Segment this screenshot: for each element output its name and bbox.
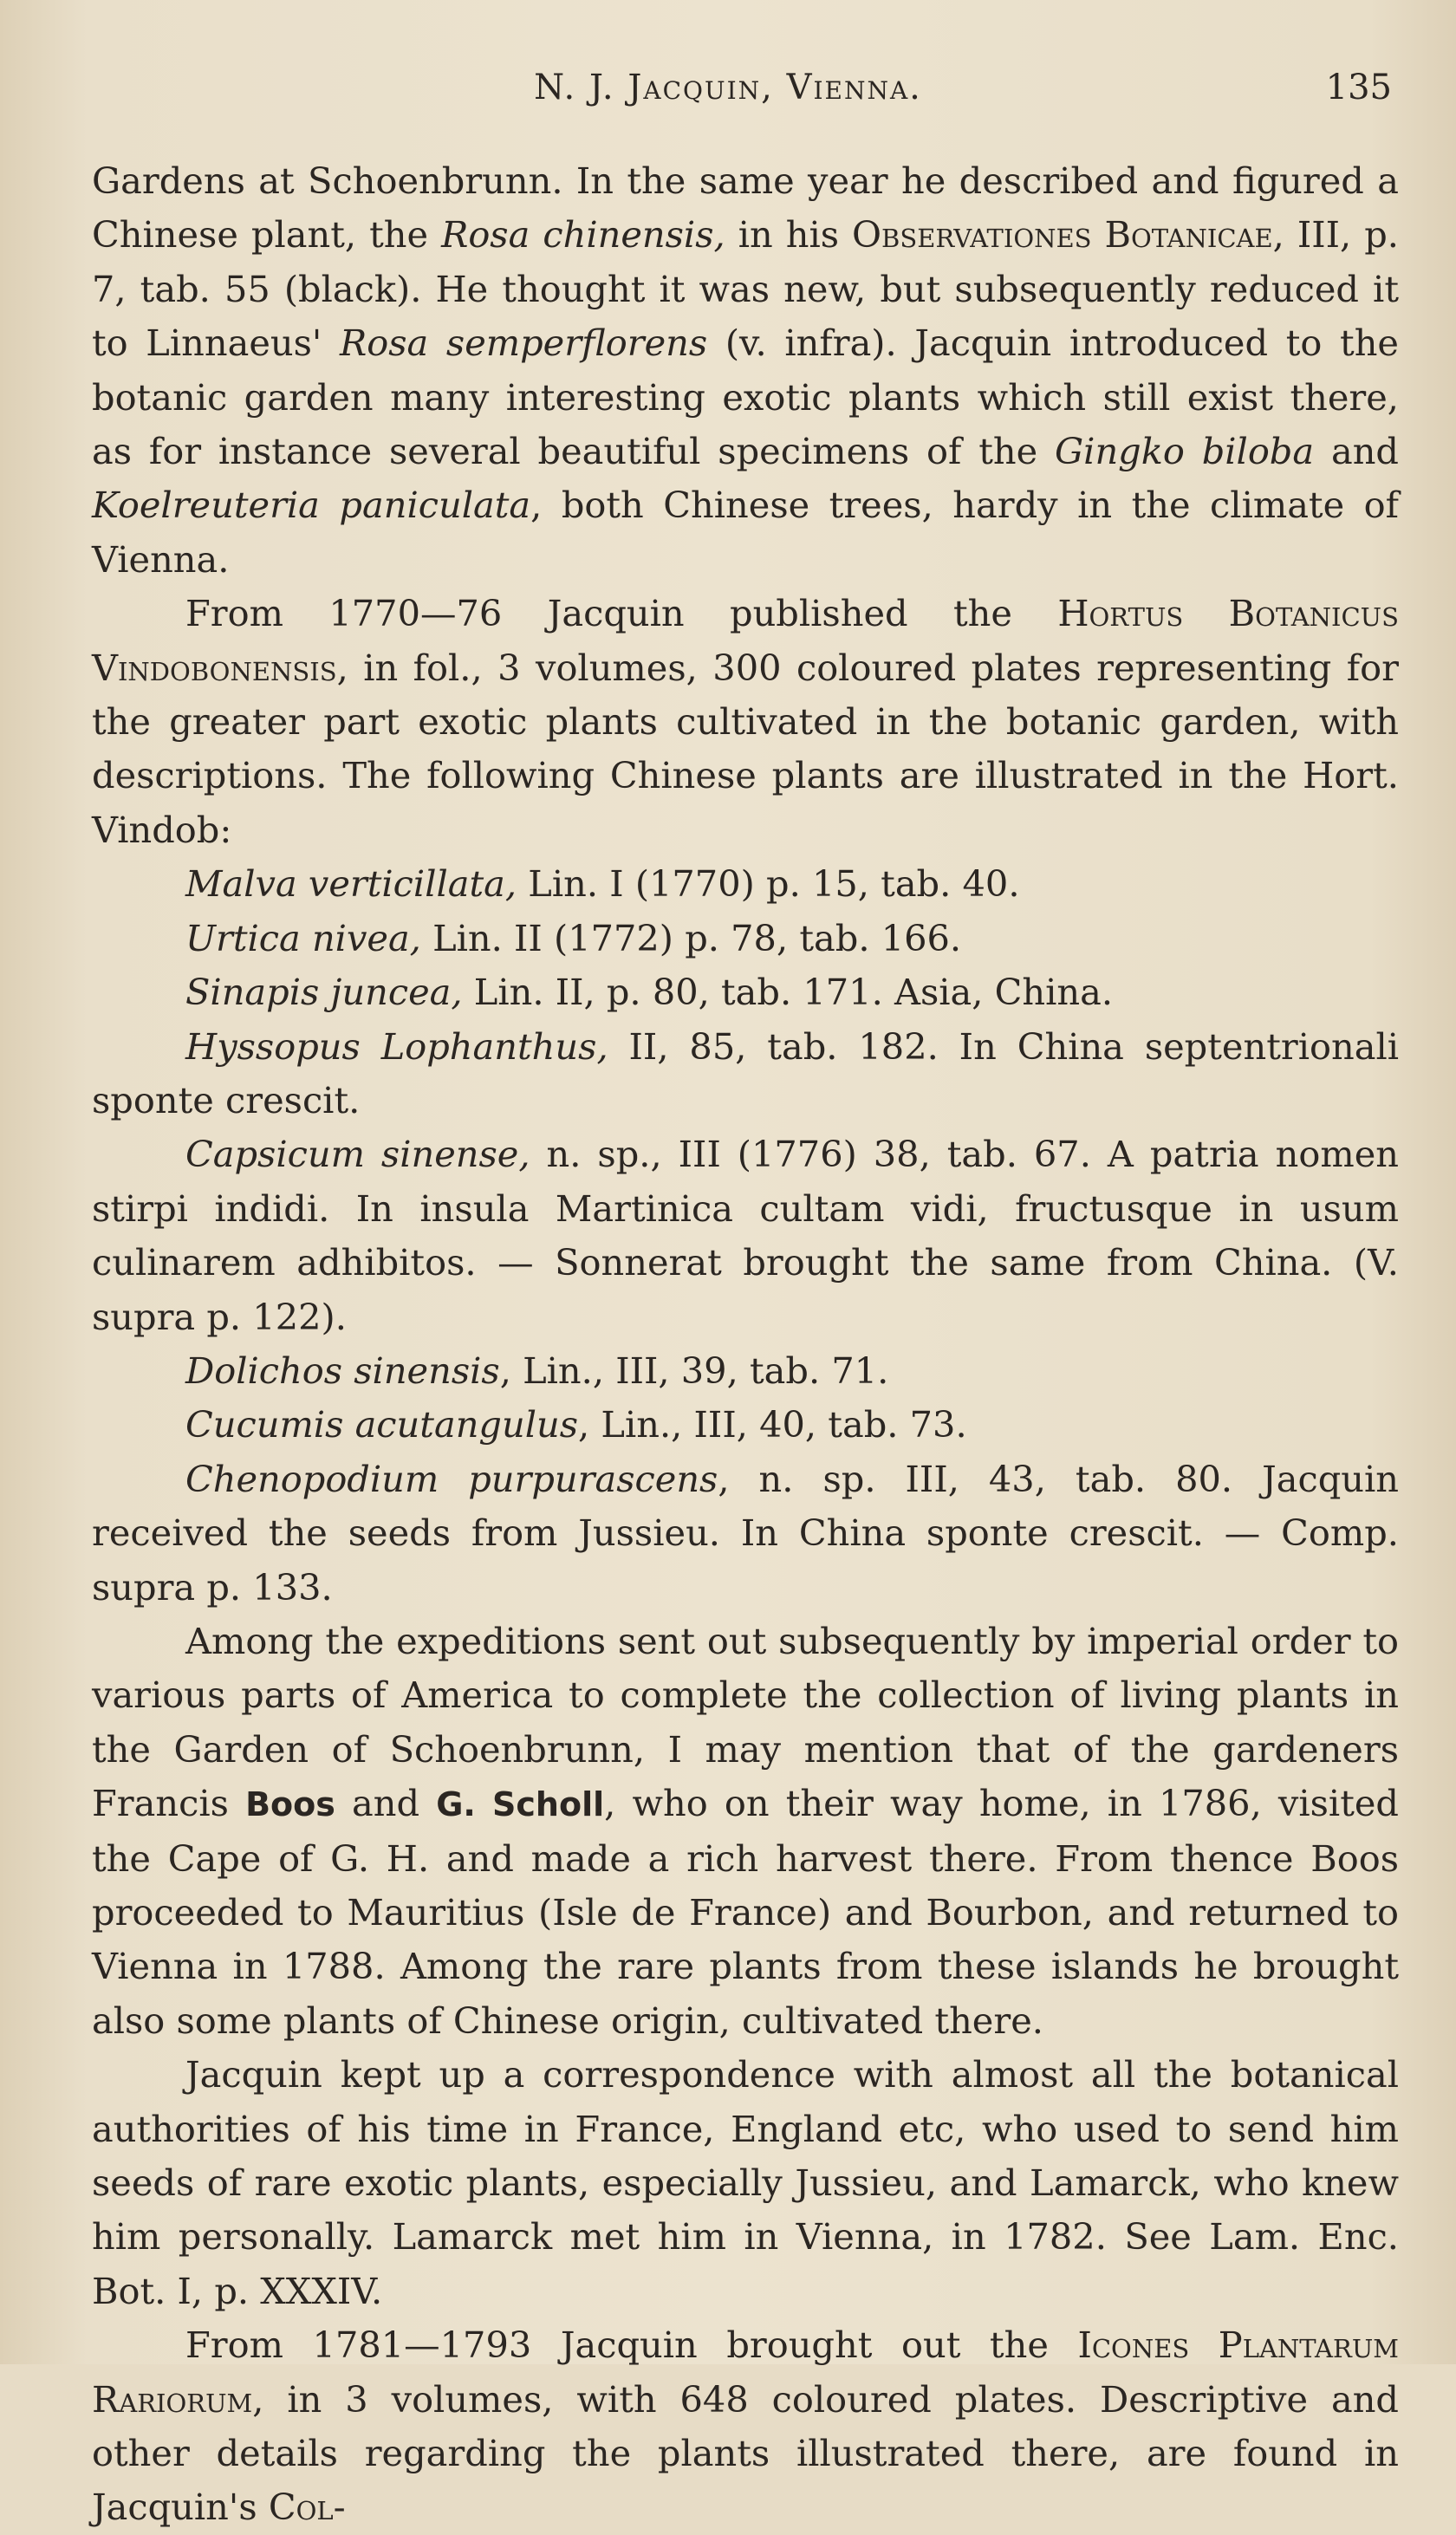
text-run: From 1770—76 Jacquin published the <box>185 592 1058 635</box>
plant-entry <box>92 1020 1399 1128</box>
text-run: , III, p. 7, tab. 55 (black). He thought it was new, but subsequently reduced it to Linnaeus' <box>92 213 1399 365</box>
entry-details: , n. sp. III, 43, tab. 80. Jacquin received the seeds from Jussieu. In China sponte crescit. — Comp. supra p. 133. <box>92 1457 1400 1609</box>
paragraph-4 <box>92 2048 1399 2318</box>
text-run: and <box>335 1782 437 1825</box>
entry-details: Lin. II (1772) p. 78, tab. 166. <box>420 916 962 959</box>
plant-entry <box>92 1128 1399 1344</box>
species-name: Gingko biloba <box>1055 430 1315 473</box>
work-title: Icones Plantarum Rariorum <box>92 2324 1399 2421</box>
species-name: Koelreuteria paniculata <box>92 484 531 527</box>
entry-details: II, 85, tab. 182. In China septentrionali sponte crescit. <box>92 1024 1399 1121</box>
species-name: Capsicum sinense, <box>185 1133 530 1176</box>
plant-entry <box>92 1398 1399 1452</box>
species-name: Malva verticillata, <box>185 862 517 906</box>
entry-details: , Lin., III, 40, tab. 73. <box>578 1403 967 1446</box>
running-head: N. J. Jacquin, Vienna. <box>534 68 922 107</box>
entry-details: Lin. I (1770) p. 15, tab. 40. <box>517 862 1020 906</box>
species-name: Cucumis acutangulus <box>185 1403 579 1446</box>
entry-details: , Lin., III, 39, tab. 71. <box>499 1349 889 1392</box>
text-run: in his <box>725 213 853 257</box>
paragraph-5 <box>92 2318 1399 2535</box>
person-name: Boos <box>245 1785 335 1824</box>
work-title: Hortus Botanicus Vindobonensis <box>92 592 1399 689</box>
plant-entry <box>92 912 1399 965</box>
page-header <box>0 68 1456 120</box>
text-run: Jacquin kept up a correspondence with almost all the botanical authorities of his time in France, England etc, who used to send him seeds of rare exotic plants, especially Jussieu, and Lamarck, who knew him personally. Lamarck met him in Vienna, in 1782. See Lam. Enc. Bot. I, p. XXXIV. <box>92 2053 1399 2312</box>
species-name: Urtica nivea, <box>185 916 421 959</box>
work-title: Observationes Botanicae <box>852 213 1273 257</box>
entry-details: n. sp., III (1776) 38, tab. 67. A patria nomen stirpi indidi. In insula Martinica cultam vidi, fructusque in usum culinarem adhibitos. — Sonnerat brought the same from China. (V. supra p. 122). <box>92 1133 1399 1338</box>
work-title: Col- <box>268 2486 346 2529</box>
text-run: , both Chinese trees, hardy in the climate of Vienna. <box>92 484 1400 581</box>
person-name: G. Scholl <box>436 1785 605 1824</box>
entry-details: Lin. II, p. 80, tab. 171. Asia, China. <box>462 971 1114 1014</box>
plant-entry <box>92 857 1399 911</box>
text-run: and <box>1314 430 1400 473</box>
text-run: , in 3 volumes, with 648 coloured plates. Descriptive and other details regarding the plants illustrated there, are found in Jacquin's <box>92 2377 1399 2529</box>
plant-entry <box>92 1344 1399 1398</box>
species-name: Rosa chinensis, <box>441 213 725 257</box>
paragraph-3 <box>92 1615 1399 2048</box>
plant-entry <box>92 965 1399 1019</box>
body-text <box>92 154 1399 2535</box>
species-name: Hyssopus Lophanthus, <box>185 1024 608 1068</box>
paragraph-1 <box>92 154 1399 587</box>
text-run: Gardens at Schoenbrunn. In the same year he described and figured a Chinese plant, the <box>92 159 1399 257</box>
plant-entry <box>92 1453 1399 1615</box>
text-run: , who on their way home, in 1786, visited the Cape of G. H. and made a rich harvest there. From thence Boos proceeded to Mauritius (Isle de France) and Bourbon, and returned to Vienna in 1788. Among the rare plants from these islands he brought also some plants of Chinese origin, cultivated there. <box>92 1782 1399 2042</box>
text-run: , in fol., 3 volumes, 300 coloured plates representing for the greater part exotic plants cultivated in the botanic garden, with descriptions. The following Chinese plants are illustrated in the Hort. Vindob: <box>92 646 1399 851</box>
species-name: Dolichos sinensis <box>185 1349 500 1392</box>
text-run: Among the expeditions sent out subsequently by imperial order to various parts of America to complete the collection of living plants in the Garden of Schoenbrunn, I may mention that of the gardeners Francis <box>92 1619 1399 1825</box>
text-run: (v. infra). Jacquin introduced to the botanic garden many interesting exotic plants which still exist there, as for instance several beautiful specimens of the <box>92 322 1399 473</box>
paragraph-2 <box>92 587 1399 857</box>
species-name: Chenopodium purpurascens <box>185 1457 718 1500</box>
text-run: From 1781—1793 Jacquin brought out the <box>185 2324 1078 2367</box>
species-name: Rosa semperflorens <box>339 322 708 365</box>
species-name: Sinapis juncea, <box>185 971 463 1014</box>
page-number: 135 <box>1325 68 1392 107</box>
